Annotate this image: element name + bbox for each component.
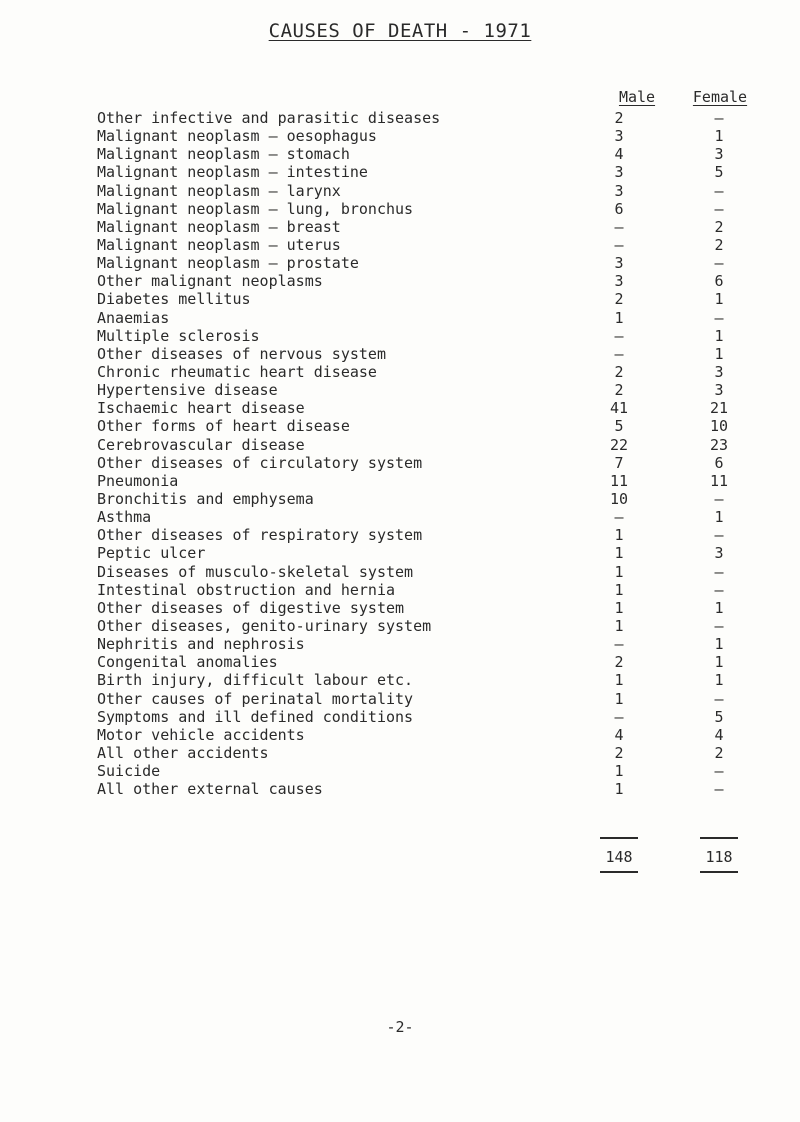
cause-label: Malignant neoplasm – lung, bronchus [97, 199, 414, 218]
male-count: – [614, 508, 624, 527]
cause-label: Bronchitis and emphysema [97, 489, 314, 508]
table-row [97, 708, 777, 726]
female-count: 1 [714, 326, 724, 345]
cause-label: Other diseases of circulatory system [97, 453, 423, 472]
cause-label: Ischaemic heart disease [97, 399, 305, 418]
table-row [97, 726, 777, 744]
table-row [97, 617, 777, 635]
male-count: 2 [614, 109, 624, 127]
cause-label: Symptoms and ill defined conditions [97, 707, 414, 726]
column-header-male: Male [618, 88, 656, 106]
table-row [97, 544, 777, 562]
cause-label: Malignant neoplasm – breast [97, 217, 341, 236]
cause-label: Suicide [97, 762, 161, 781]
table-row [97, 762, 777, 780]
causes-table [97, 109, 777, 798]
table-row [97, 671, 777, 689]
cause-label: Chronic rheumatic heart disease [97, 362, 377, 381]
table-row [97, 653, 777, 671]
female-count: 21 [709, 399, 729, 418]
female-count: – [714, 580, 724, 599]
female-count: 1 [714, 127, 724, 146]
female-count: 1 [714, 653, 724, 672]
page-title-text: CAUSES OF DEATH - 1971 [268, 20, 532, 42]
male-count: 7 [614, 453, 624, 472]
female-count: 10 [709, 417, 729, 436]
female-count: – [714, 181, 724, 200]
female-count: 1 [714, 344, 724, 363]
table-row [97, 218, 777, 236]
cause-label: Other causes of perinatal mortality [97, 689, 414, 708]
table-row [97, 254, 777, 272]
table-row [97, 236, 777, 254]
male-count: 1 [614, 580, 624, 599]
male-count: 1 [614, 762, 624, 781]
table-row [97, 780, 777, 798]
table-row [97, 109, 777, 127]
female-count: 3 [714, 381, 724, 400]
cause-label: Other diseases, genito-urinary system [97, 616, 432, 635]
male-count: 1 [614, 562, 624, 581]
female-count: 2 [714, 217, 724, 236]
cause-label: Hypertensive disease [97, 381, 278, 400]
female-count: 1 [714, 508, 724, 527]
cause-label: Other diseases of respiratory system [97, 526, 423, 545]
male-count: 5 [614, 417, 624, 436]
female-count: 3 [714, 544, 724, 563]
female-count: – [714, 562, 724, 581]
female-count: 1 [714, 671, 724, 690]
cause-label: Other infective and parasitic diseases [97, 109, 441, 127]
cause-label: Malignant neoplasm – stomach [97, 145, 350, 164]
male-count: – [614, 707, 624, 726]
female-count: 5 [714, 707, 724, 726]
female-count: 6 [714, 453, 724, 472]
table-row [97, 127, 777, 145]
male-count: 2 [614, 381, 624, 400]
cause-label: Diseases of musculo-skeletal system [97, 562, 414, 581]
total-rule-male-top [600, 837, 638, 839]
male-count: 10 [609, 489, 629, 508]
cause-label: Malignant neoplasm – intestine [97, 163, 368, 182]
female-count: – [714, 109, 724, 127]
female-count: 3 [714, 362, 724, 381]
male-count: 2 [614, 362, 624, 381]
male-count: 3 [614, 163, 624, 182]
cause-label: Diabetes mellitus [97, 290, 251, 309]
cause-label: Anaemias [97, 308, 170, 327]
male-count: 11 [609, 471, 629, 490]
table-row [97, 327, 777, 345]
table-row [97, 363, 777, 381]
page-title [0, 20, 800, 42]
total-rule-female-bottom [700, 871, 738, 873]
male-count: 1 [614, 544, 624, 563]
male-count: 3 [614, 127, 624, 146]
cause-label: Other diseases of nervous system [97, 344, 386, 363]
female-count: 6 [714, 272, 724, 291]
male-count: 1 [614, 780, 624, 799]
female-count: – [714, 526, 724, 545]
cause-label: Pneumonia [97, 471, 179, 490]
male-count: 3 [614, 272, 624, 291]
female-count: 3 [714, 145, 724, 164]
male-count: 3 [614, 254, 624, 273]
male-count: – [614, 635, 624, 654]
male-count: 6 [614, 199, 624, 218]
cause-label: Other diseases of digestive system [97, 598, 405, 617]
male-count: 1 [614, 526, 624, 545]
male-count: 1 [614, 308, 624, 327]
female-count: 11 [709, 471, 729, 490]
male-count: 2 [614, 290, 624, 309]
female-count: – [714, 489, 724, 508]
male-count: 4 [614, 145, 624, 164]
table-row [97, 309, 777, 327]
female-count: 5 [714, 163, 724, 182]
cause-label: Cerebrovascular disease [97, 435, 305, 454]
cause-label: Asthma [97, 508, 152, 527]
cause-label: Birth injury, difficult labour etc. [97, 671, 414, 690]
female-count: – [714, 199, 724, 218]
cause-label: All other accidents [97, 743, 269, 762]
male-count: – [614, 217, 624, 236]
table-row [97, 381, 777, 399]
table-row [97, 563, 777, 581]
female-count: 1 [714, 598, 724, 617]
table-row [97, 454, 777, 472]
male-count: 1 [614, 689, 624, 708]
female-count: 4 [714, 725, 724, 744]
female-count: – [714, 780, 724, 799]
cause-label: Peptic ulcer [97, 544, 206, 563]
male-count: 1 [614, 671, 624, 690]
male-count: 3 [614, 181, 624, 200]
page-number: -2- [386, 1018, 414, 1036]
female-count: – [714, 616, 724, 635]
cause-label: Malignant neoplasm – larynx [97, 181, 341, 200]
cause-label: Malignant neoplasm – oesophagus [97, 127, 377, 146]
male-count: 22 [609, 435, 629, 454]
cause-label: Congenital anomalies [97, 653, 278, 672]
table-row [97, 417, 777, 435]
female-count: 2 [714, 743, 724, 762]
table-row [97, 145, 777, 163]
total-female: 118 [705, 848, 733, 866]
table-row [97, 526, 777, 544]
male-count: – [614, 235, 624, 254]
table-row [97, 599, 777, 617]
male-count: – [614, 326, 624, 345]
table-row [97, 345, 777, 363]
female-count: 23 [709, 435, 729, 454]
table-row [97, 744, 777, 762]
female-count: 1 [714, 290, 724, 309]
cause-label: Motor vehicle accidents [97, 725, 305, 744]
table-row [97, 690, 777, 708]
table-row [97, 272, 777, 290]
cause-label: Nephritis and nephrosis [97, 635, 305, 654]
total-male: 148 [605, 848, 633, 866]
table-row [97, 581, 777, 599]
table-row [97, 490, 777, 508]
cause-label: All other external causes [97, 780, 323, 799]
table-row [97, 163, 777, 181]
female-count: 1 [714, 635, 724, 654]
male-count: 1 [614, 598, 624, 617]
male-count: – [614, 344, 624, 363]
total-rule-female-top [700, 837, 738, 839]
male-count: 4 [614, 725, 624, 744]
female-count: – [714, 254, 724, 273]
table-row [97, 399, 777, 417]
cause-label: Multiple sclerosis [97, 326, 260, 345]
column-header-female: Female [692, 88, 748, 106]
male-count: 2 [614, 653, 624, 672]
female-count: – [714, 689, 724, 708]
table-row [97, 508, 777, 526]
male-count: 41 [609, 399, 629, 418]
table-row [97, 290, 777, 308]
table-row [97, 472, 777, 490]
total-rule-male-bottom [600, 871, 638, 873]
cause-label: Malignant neoplasm – prostate [97, 254, 359, 273]
female-count: 2 [714, 235, 724, 254]
table-row [97, 200, 777, 218]
cause-label: Other forms of heart disease [97, 417, 350, 436]
female-count: – [714, 308, 724, 327]
cause-label: Other malignant neoplasms [97, 272, 323, 291]
table-row [97, 635, 777, 653]
male-count: 1 [614, 616, 624, 635]
female-count: – [714, 762, 724, 781]
table-row [97, 436, 777, 454]
cause-label: Intestinal obstruction and hernia [97, 580, 396, 599]
cause-label: Malignant neoplasm – uterus [97, 235, 341, 254]
male-count: 2 [614, 743, 624, 762]
table-row [97, 182, 777, 200]
